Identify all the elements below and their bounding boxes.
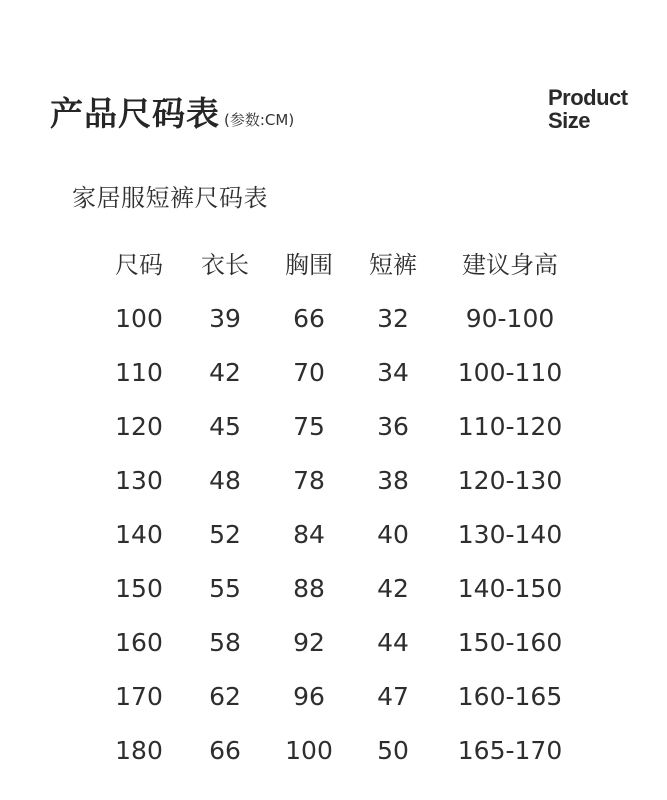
table-cell-shorts: 42 (377, 574, 409, 603)
table-cell-height: 160-165 (457, 682, 563, 711)
table-cell-height: 150-160 (457, 628, 563, 657)
table-cell-length: 42 (209, 358, 241, 387)
table-cell-size: 150 (115, 574, 163, 603)
table-cell-shorts: 40 (377, 520, 409, 549)
table-cell-height: 130-140 (457, 520, 563, 549)
table-cell-chest: 75 (293, 412, 325, 441)
column-header-chest: 胸围 (285, 251, 333, 279)
table-cell-size: 160 (115, 628, 163, 657)
table-cell-shorts: 34 (377, 358, 409, 387)
table-cell-size: 110 (115, 358, 163, 387)
table-cell-length: 39 (209, 304, 241, 333)
table-cell-length: 55 (209, 574, 241, 603)
table-cell-shorts: 32 (377, 304, 409, 333)
table-cell-chest: 84 (293, 520, 325, 549)
unit-note: (参数:CM) (224, 111, 295, 129)
table-cell-height: 165-170 (457, 736, 563, 765)
table-cell-chest: 70 (293, 358, 325, 387)
table-cell-size: 180 (115, 736, 163, 765)
table-cell-length: 45 (209, 412, 241, 441)
table-cell-chest: 88 (293, 574, 325, 603)
table-cell-shorts: 38 (377, 466, 409, 495)
page-title-text: 产品尺码表 (50, 94, 220, 133)
column-header-height: 建议身高 (462, 251, 558, 279)
column-header-length: 衣长 (201, 251, 249, 279)
column-header-size: 尺码 (115, 251, 163, 279)
table-cell-size: 120 (115, 412, 163, 441)
table-cell-height: 120-130 (457, 466, 563, 495)
table-cell-height: 90-100 (465, 304, 555, 333)
table-cell-chest: 92 (293, 628, 325, 657)
table-cell-size: 140 (115, 520, 163, 549)
table-cell-height: 110-120 (457, 412, 563, 441)
table-cell-chest: 96 (293, 682, 325, 711)
brand-line-size: Size (548, 108, 591, 133)
table-cell-shorts: 47 (377, 682, 409, 711)
table-cell-chest: 66 (293, 304, 325, 333)
table-cell-height: 100-110 (457, 358, 563, 387)
column-header-shorts: 短裤 (369, 251, 417, 279)
table-cell-size: 100 (115, 304, 163, 333)
table-cell-chest: 78 (293, 466, 325, 495)
table-cell-length: 52 (209, 520, 241, 549)
table-cell-height: 140-150 (457, 574, 563, 603)
table-cell-size: 170 (115, 682, 163, 711)
table-cell-length: 48 (209, 466, 241, 495)
table-cell-length: 66 (209, 736, 241, 765)
table-cell-chest: 100 (285, 736, 333, 765)
table-cell-length: 58 (209, 628, 241, 657)
brand-line-product: Product (548, 85, 628, 110)
table-cell-shorts: 44 (377, 628, 409, 657)
table-cell-size: 130 (115, 466, 163, 495)
table-cell-shorts: 50 (377, 736, 409, 765)
table-cell-shorts: 36 (377, 412, 409, 441)
table-subtitle: 家居服短裤尺码表 (72, 184, 268, 212)
table-cell-length: 62 (209, 682, 241, 711)
